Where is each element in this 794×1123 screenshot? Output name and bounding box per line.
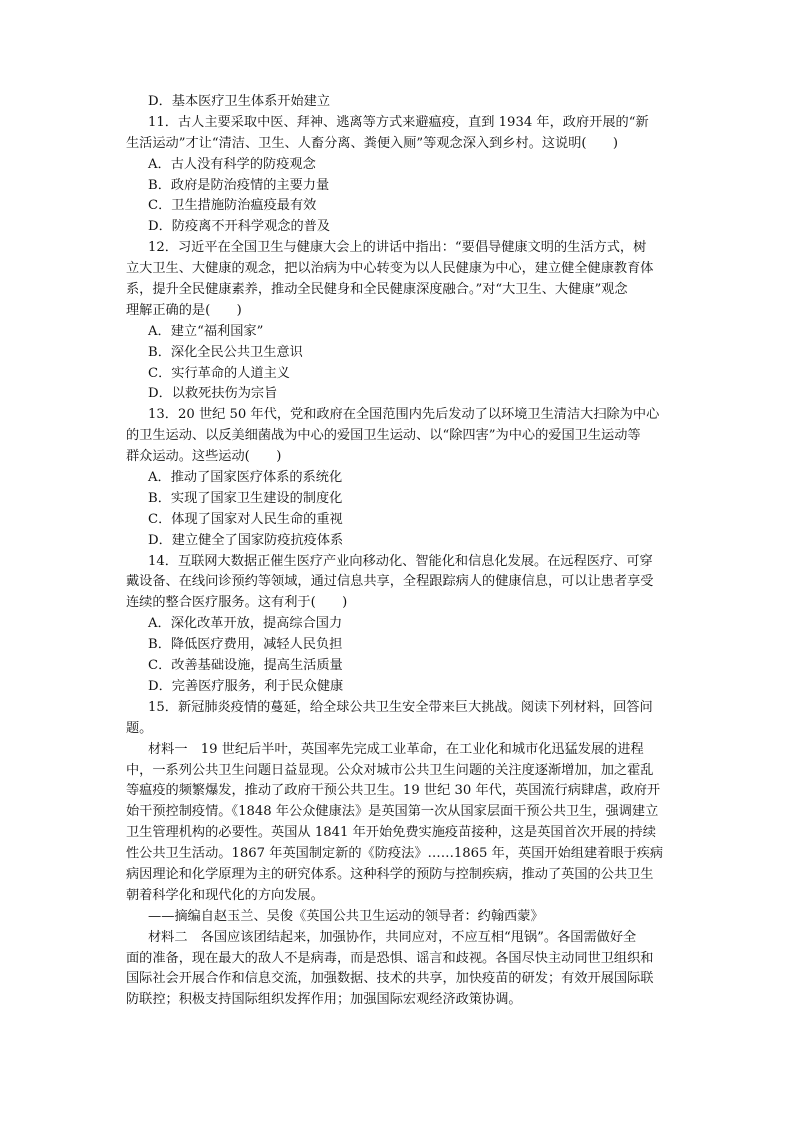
question-stem-line: 11．古人主要采取中医、拜神、逃离等方式来避瘟疫，直到 1934 年，政府开展的“新: [148, 114, 649, 130]
option-a: A．古人没有科学的防疫观念: [148, 156, 316, 172]
question-14: [126, 552, 674, 698]
option-c: C．体现了国家对人民生命的重视: [148, 511, 343, 527]
material-two: [126, 928, 674, 1012]
option-d: D．建立健全了国家防疫抗疫体系: [148, 532, 344, 548]
question-stem-line: 的卫生运动、以反美细菌战为中心的爱国卫生运动、以“除四害”为中心的爱国卫生运动等: [126, 428, 641, 444]
option-d: D．以救死扶伤为宗旨: [148, 386, 278, 402]
question-stem-line: 立大卫生、大健康的观念，把以治病为中心转变为以人民健康为中心，建立健全健康教育体: [126, 261, 654, 277]
material-source: ——摘编自赵玉兰、吴俊《英国公共卫生运动的领导者：约翰西蒙》: [148, 908, 544, 924]
option-d: D．防疫离不开科学观念的普及: [148, 219, 331, 235]
option-a: A．建立“福利国家”: [148, 323, 264, 339]
material-line: 面的准备，现在最大的敌人不是病毒，而是恐惧、谣言和歧视。各国尽快主动同世卫组织和: [126, 950, 654, 966]
question-stem-line: 12．习近平在全国卫生与健康大会上的讲话中指出：“要倡导健康文明的生活方式，树: [148, 240, 647, 256]
question-stem-line: 系，提升全民健康素养，推动全民健身和全民健康深度融合。”对“大卫生、大健康”观念: [126, 282, 628, 298]
option-c: C．卫生措施防治瘟疫最有效: [148, 198, 317, 214]
question-stem-line: 理解正确的是( ): [126, 302, 242, 318]
question-stem-line: 群众运动。这些运动( ): [126, 449, 282, 465]
material-line: 卫生管理机构的必要性。英国从 1841 年开始免费实施疫苗接种，这是英国首次开展的持续: [126, 825, 656, 841]
option-c: C．实行革命的人道主义: [148, 365, 290, 381]
option-a: A．推动了国家医疗体系的系统化: [148, 470, 343, 486]
question-13: [126, 405, 674, 551]
material-line: 防联控；积极支持国际组织发挥作用；加强国际宏观经济政策协调。: [126, 992, 522, 1008]
option-b: B．政府是防治疫情的主要力量: [148, 177, 330, 193]
q10-option-d: D．基本医疗卫生体系开始建立: [148, 94, 331, 109]
material-line: 性公共卫生活动。1867 年英国制定新的《防疫法》……1865 年，英国开始组建着眼于疾病: [126, 846, 664, 862]
material-line: 材料一 19 世纪后半叶，英国率先完成工业革命，在工业化和城市化迅猛发展的进程: [148, 741, 644, 757]
question-stem-line: 连续的整合医疗服务。这有利于( ): [126, 595, 348, 611]
material-line: 中，一系列公共卫生问题日益显现。公众对城市公共卫生问题的关注度逐渐增加，加之霍乱: [126, 762, 654, 778]
option-a: A．深化改革开放，提高综合国力: [148, 616, 343, 632]
option-c: C．改善基础设施，提高生活质量: [148, 658, 343, 674]
question-stem-line: 生活运动”才让“清洁、卫生、人畜分离、粪便入厕”等观念深入到乡村。这说明( ): [126, 135, 619, 151]
question-11: [126, 113, 674, 238]
option-b: B．深化全民公共卫生意识: [148, 344, 303, 360]
material-line: 朝着科学化和现代化的方向发展。: [126, 887, 324, 903]
question-stem-line: 15．新冠肺炎疫情的蔓延，给全球公共卫生安全带来巨大挑战。阅读下列材料，回答问: [148, 699, 653, 715]
question-stem-line: 13．20 世纪 50 年代，党和政府在全国范围内先后发动了以环境卫生清洁大扫除为中心: [148, 407, 660, 423]
material-line: 病因理论和化学原理为主的研究体系。这种科学的预防与控制疾病，推动了英国的公共卫生: [126, 866, 654, 882]
option-b: B．实现了国家卫生建设的制度化: [148, 490, 343, 506]
question-12: [126, 238, 674, 405]
option-b: B．降低医疗费用，减轻人民负担: [148, 637, 343, 653]
question-stem-line: 戴设备、在线问诊预约等领域，通过信息共享，全程跟踪病人的健康信息，可以让患者享受: [126, 574, 654, 590]
option-d: D．完善医疗服务，利于民众健康: [148, 678, 344, 694]
material-line: 材料二 各国应该团结起来，加强协作，共同应对，不应互相“甩锅”。各国需做好全: [148, 929, 637, 945]
material-one: [126, 740, 674, 928]
material-line: 国际社会开展合作和信息交流，加强数据、技术的共享，加快疫苗的研发；有效开展国际联: [126, 971, 654, 987]
question-15: [126, 698, 674, 1011]
material-line: 始干预控制疫情。《1848 年公众健康法》是英国第一次从国家层面干预公共卫生，强调建立: [126, 804, 659, 820]
question-stem-line: 题。: [126, 720, 153, 736]
question-stem-line: 14．互联网大数据正催生医疗产业向移动化、智能化和信息化发展。在远程医疗、可穿: [148, 553, 653, 569]
material-line: 等瘟疫的频繁爆发，推动了政府干预公共卫生。19 世纪 30 年代，英国流行病肆虐，政府开: [126, 783, 661, 799]
document-page: [126, 92, 674, 1011]
